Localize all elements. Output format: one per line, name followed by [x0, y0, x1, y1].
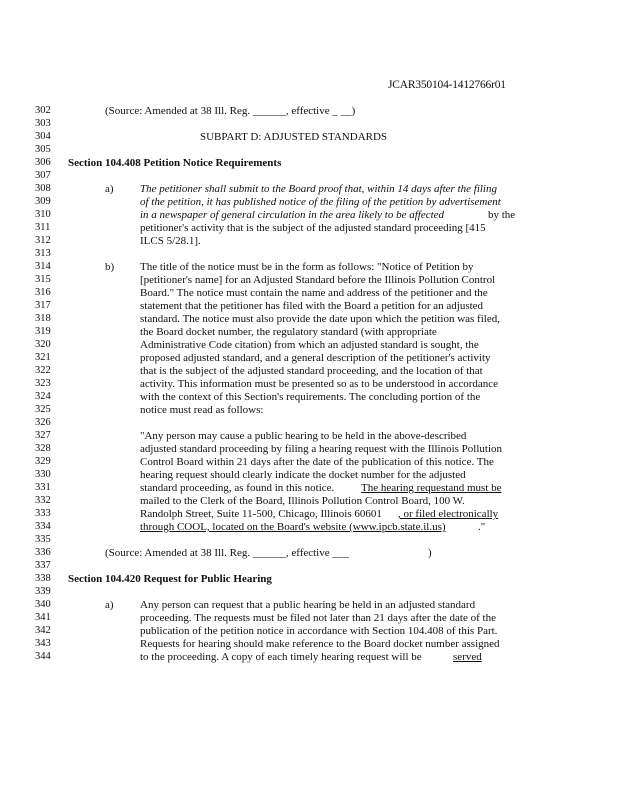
- section-heading: Section 104.408 Petition Notice Requirements: [68, 157, 282, 169]
- line-text: served: [453, 651, 482, 663]
- document-line: [0, 352, 619, 364]
- line-number: 304: [35, 131, 51, 142]
- line-number: 314: [35, 261, 51, 272]
- line-number: 316: [35, 287, 51, 298]
- document-line: [0, 378, 619, 390]
- document-line: [0, 235, 619, 247]
- line-text: proposed adjusted standard, and a general description of the petitioner's activity: [140, 352, 491, 364]
- line-number: 323: [35, 378, 51, 389]
- document-line: [0, 287, 619, 299]
- document-line: [0, 482, 619, 494]
- line-number: 340: [35, 599, 51, 610]
- line-text: [petitioner's name] for an Adjusted Standard before the Illinois Pollution Control: [140, 274, 496, 286]
- document-line: [0, 144, 619, 156]
- line-text: through COOL, located on the Board's website (www.ipcb.state.il.us): [140, 521, 446, 533]
- document-line: [0, 118, 619, 130]
- line-text: a): [105, 599, 114, 611]
- line-text: that is the subject of the adjusted standard proceeding, and the location of that: [140, 365, 483, 377]
- document-line: [0, 547, 619, 559]
- document-line: [0, 209, 619, 221]
- line-number: 318: [35, 313, 51, 324]
- line-text: of the petition, it has published notice of the filing of the petition by advertisement: [140, 196, 501, 208]
- line-text: The petitioner shall submit to the Board proof that, within 14 days after the filing: [140, 183, 497, 195]
- document-line: [0, 534, 619, 546]
- line-text: in a newspaper of general circulation in the area likely to be affected: [140, 209, 445, 221]
- line-text: activity. This information must be presented so as to be understood in accordance: [140, 378, 499, 390]
- line-text: the Board docket number, the regulatory standard (with appropriate: [140, 326, 437, 338]
- line-text: .": [478, 521, 486, 533]
- line-number: 335: [35, 534, 51, 545]
- line-number: 311: [35, 222, 51, 233]
- document-line: [0, 261, 619, 273]
- document-line: [0, 443, 619, 455]
- line-number: 309: [35, 196, 51, 207]
- line-text: b): [105, 261, 115, 273]
- document-line: [0, 391, 619, 403]
- line-number: 328: [35, 443, 51, 454]
- line-number: 344: [35, 651, 51, 662]
- line-text: Administrative Code citation) from which an adjusted standard is sought, the: [140, 339, 479, 351]
- document-line: [0, 248, 619, 260]
- line-number: 333: [35, 508, 51, 519]
- line-number: 329: [35, 456, 51, 467]
- document-line: [0, 638, 619, 650]
- line-number: 303: [35, 118, 51, 129]
- line-text: ILCS 5/28.1].: [140, 235, 201, 247]
- line-number: 312: [35, 235, 51, 246]
- document-line: [0, 105, 619, 117]
- line-text: to the proceeding. A copy of each timely hearing request will be: [140, 651, 422, 663]
- line-text: notice must read as follows:: [140, 404, 264, 416]
- line-number: 331: [35, 482, 51, 493]
- line-number: 302: [35, 105, 51, 116]
- line-number: 339: [35, 586, 51, 597]
- document-line: [0, 417, 619, 429]
- document-line: [0, 612, 619, 624]
- document-line: [0, 170, 619, 182]
- line-text: proceeding. The requests must be filed not later than 21 days after the date of the: [140, 612, 496, 624]
- line-number: 315: [35, 274, 51, 285]
- document-line: [0, 573, 619, 585]
- document-line: [0, 157, 619, 169]
- line-text: , or filed electronically: [398, 508, 499, 520]
- document-id: JCAR350104-1412766r01: [388, 79, 506, 91]
- line-text: petitioner's activity that is the subject of the adjusted standard proceeding [415: [140, 222, 486, 234]
- line-text: with the context of this Section's requirements. The concluding portion of the: [140, 391, 481, 403]
- line-text: a): [105, 183, 114, 195]
- line-text: Any person can request that a public hearing be held in an adjusted standard: [140, 599, 476, 611]
- line-number: 308: [35, 183, 51, 194]
- line-number: 334: [35, 521, 51, 532]
- document-line: [0, 430, 619, 442]
- line-text: The hearing requestand must be: [361, 482, 502, 494]
- document-line: [0, 560, 619, 572]
- line-number: 342: [35, 625, 51, 636]
- document-line: [0, 300, 619, 312]
- line-text: ): [428, 547, 432, 559]
- line-text: adjusted standard proceeding by filing a hearing request with the Illinois Pollution: [140, 443, 503, 455]
- line-text: by the: [488, 209, 516, 221]
- line-number: 326: [35, 417, 51, 428]
- document-line: [0, 599, 619, 611]
- line-text: hearing request should clearly indicate the docket number for the adjusted: [140, 469, 466, 481]
- document-line: [0, 131, 619, 143]
- document-line: [0, 183, 619, 195]
- line-text: standard. The notice must also provide the date upon which the petition was filed,: [140, 313, 500, 325]
- document-line: [0, 495, 619, 507]
- document-line: [0, 339, 619, 351]
- document-line: [0, 313, 619, 325]
- line-text: statement that the petitioner has filed with the Board a petition for an adjusted: [140, 300, 484, 312]
- line-number: 337: [35, 560, 51, 571]
- section-heading: Section 104.420 Request for Public Hearing: [68, 573, 272, 585]
- line-number: 310: [35, 209, 51, 220]
- line-text: Requests for hearing should make reference to the Board docket number assigned: [140, 638, 500, 650]
- line-number: 321: [35, 352, 51, 363]
- line-text: SUBPART D: ADJUSTED STANDARDS: [200, 131, 388, 143]
- document-line: [0, 404, 619, 416]
- line-number: 324: [35, 391, 51, 402]
- line-number: 330: [35, 469, 51, 480]
- document-line: [0, 469, 619, 481]
- document-line: [0, 651, 619, 663]
- line-number: 332: [35, 495, 51, 506]
- line-text: The title of the notice must be in the form as follows: "Notice of Petition by: [140, 261, 474, 273]
- line-number: 341: [35, 612, 51, 623]
- line-text: Control Board within 21 days after the date of the publication of this notice. The: [140, 456, 494, 468]
- document-line: [0, 326, 619, 338]
- line-text: (Source: Amended at 38 Ill. Reg. ______, effective ___: [105, 547, 349, 559]
- line-number: 307: [35, 170, 51, 181]
- line-text: publication of the petition notice in accordance with Section 104.408 of this Part.: [140, 625, 498, 637]
- document-line: [0, 521, 619, 533]
- line-text: Randolph Street, Suite 11-500, Chicago, Illinois 60601: [140, 508, 382, 520]
- line-number: 313: [35, 248, 51, 259]
- document-line: [0, 456, 619, 468]
- line-text: mailed to the Clerk of the Board, Illinois Pollution Control Board, 100 W.: [140, 495, 465, 507]
- line-number: 317: [35, 300, 51, 311]
- line-text: (Source: Amended at 38 Ill. Reg. ______, effective _ __): [105, 105, 356, 117]
- document-line: [0, 222, 619, 234]
- line-number: 343: [35, 638, 51, 649]
- line-number: 320: [35, 339, 51, 350]
- line-text: "Any person may cause a public hearing to be held in the above-described: [140, 430, 467, 442]
- line-number: 305: [35, 144, 51, 155]
- document-line: [0, 365, 619, 377]
- line-number: 338: [35, 573, 51, 584]
- line-text: standard proceeding, as found in this notice.: [140, 482, 335, 494]
- document-line: [0, 274, 619, 286]
- line-number: 327: [35, 430, 51, 441]
- line-number: 336: [35, 547, 51, 558]
- line-text: Board." The notice must contain the name and address of the petitioner and the: [140, 287, 488, 299]
- document-line: [0, 625, 619, 637]
- document-line: [0, 586, 619, 598]
- line-number: 306: [35, 157, 51, 168]
- line-number: 325: [35, 404, 51, 415]
- document-line: [0, 508, 619, 520]
- line-number: 319: [35, 326, 51, 337]
- document-line: [0, 196, 619, 208]
- line-number: 322: [35, 365, 51, 376]
